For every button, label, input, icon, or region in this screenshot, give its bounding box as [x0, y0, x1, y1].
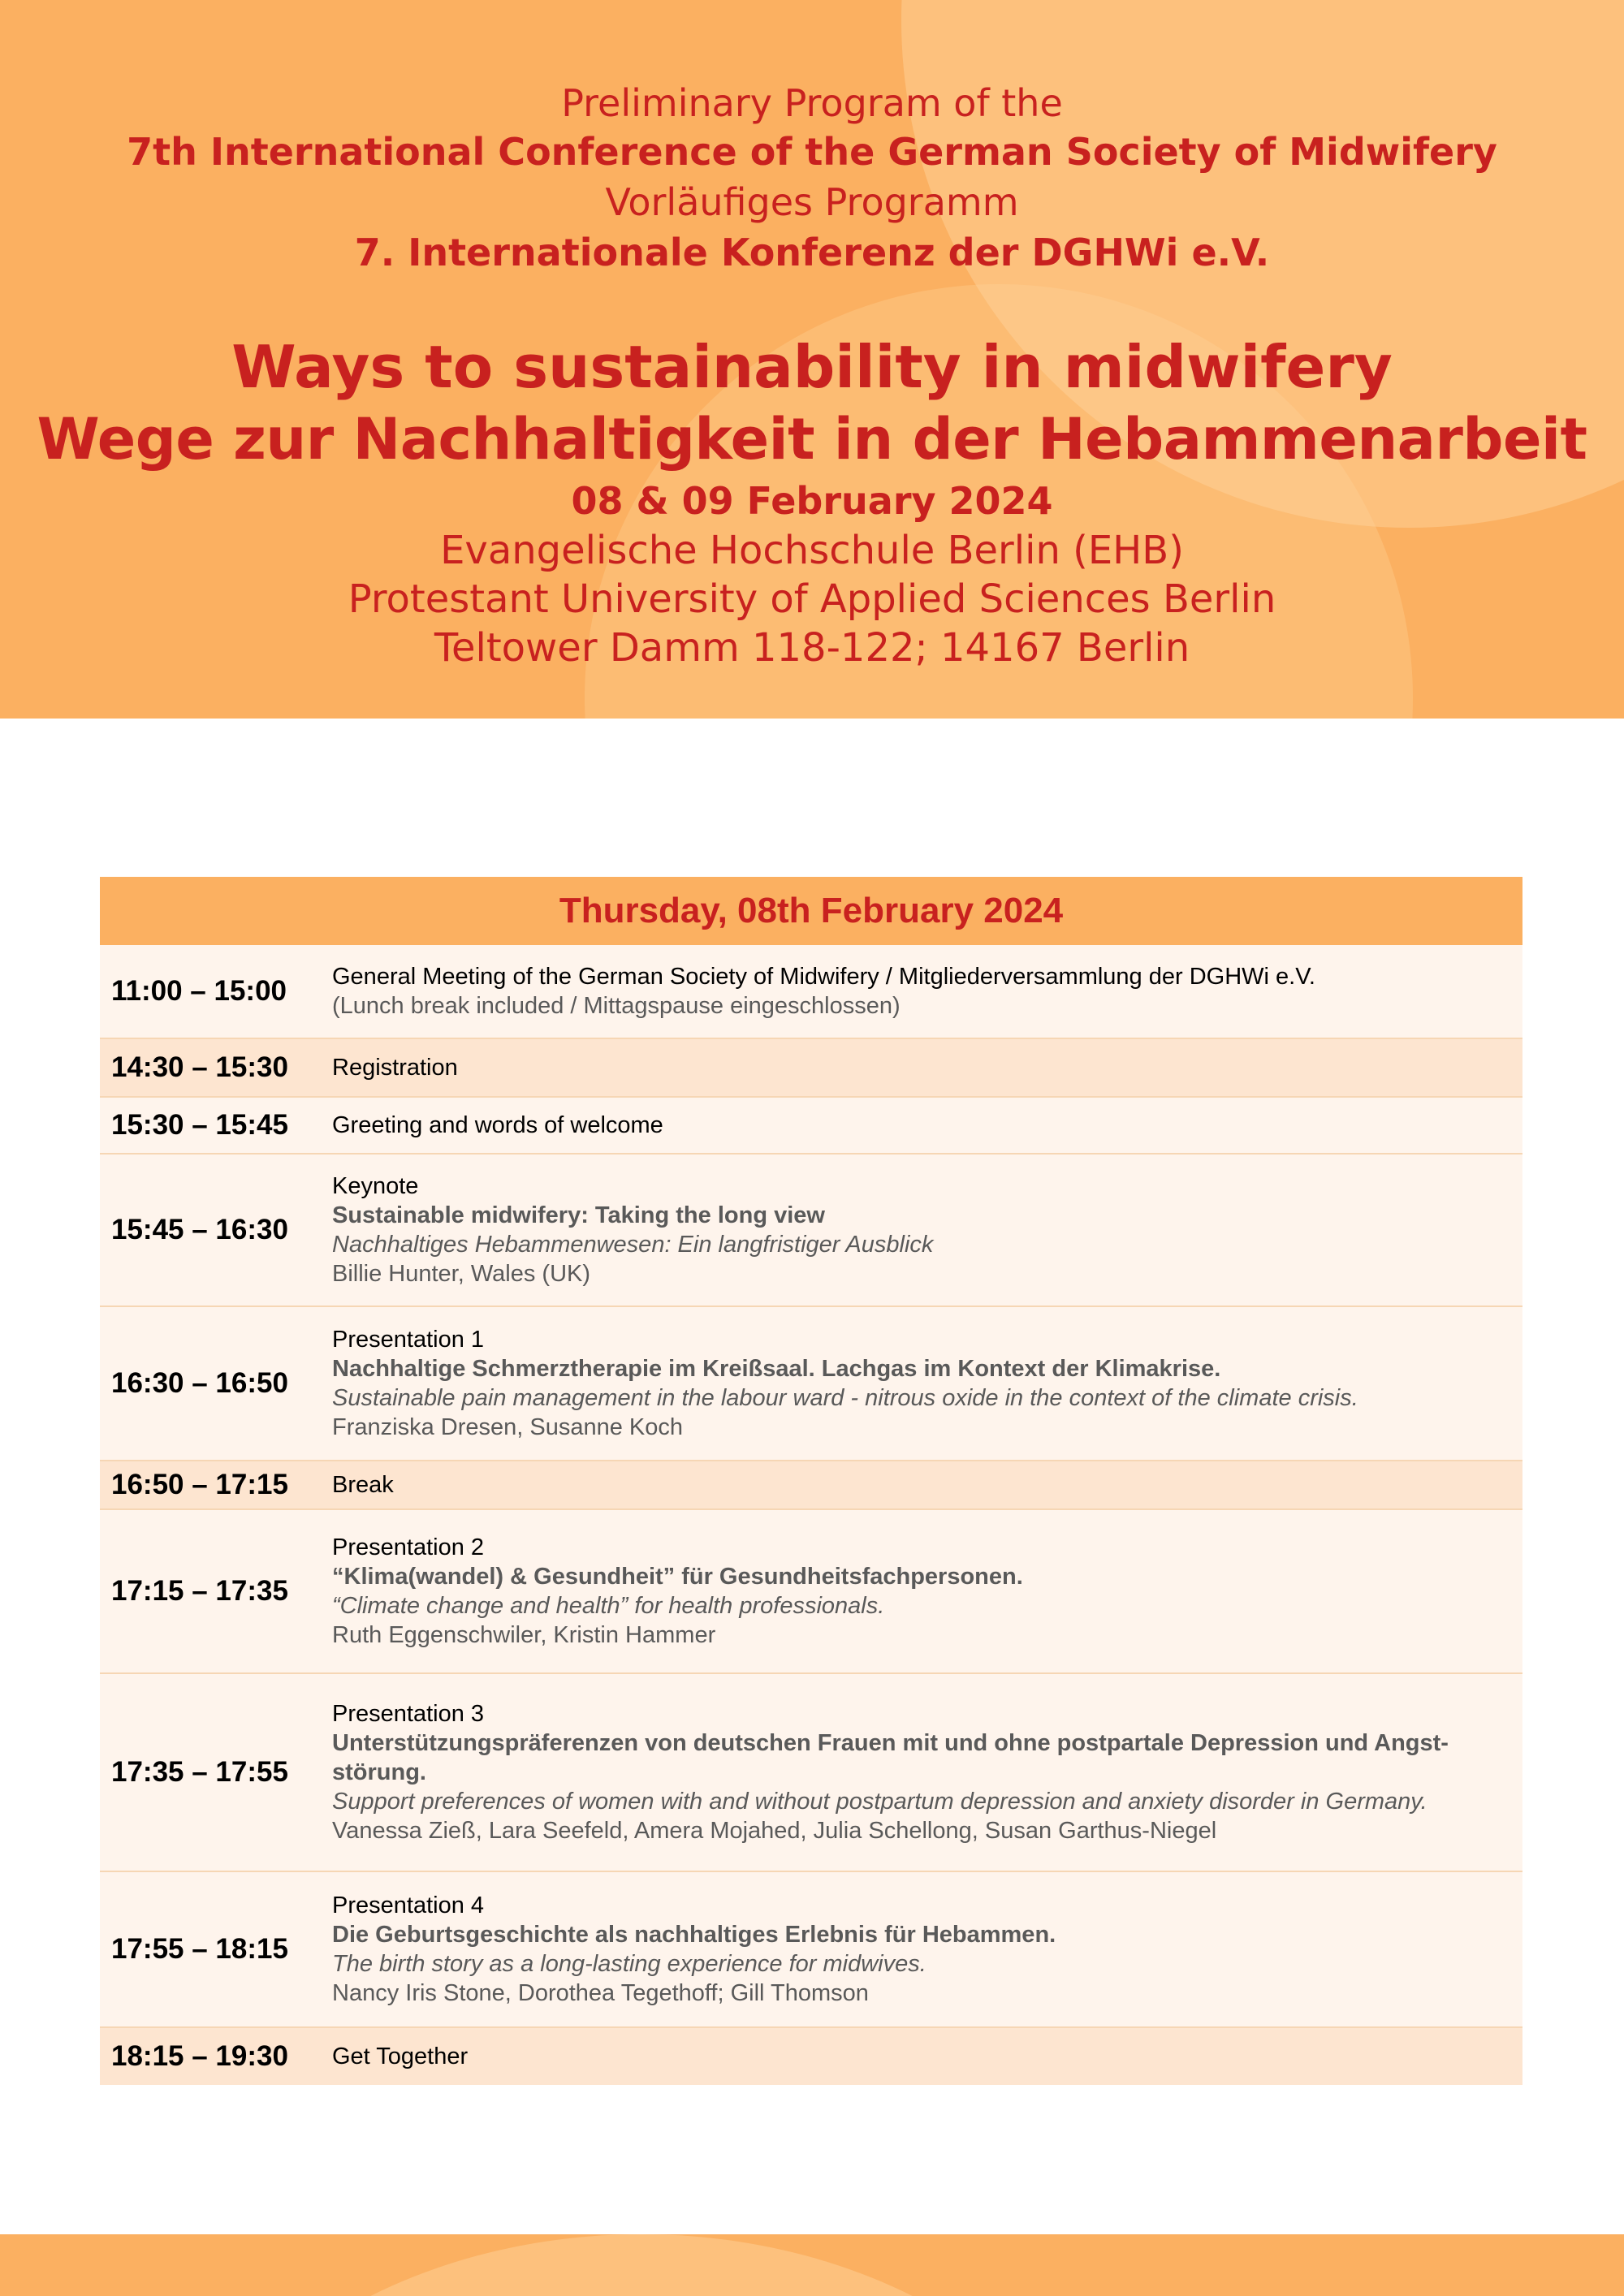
- table-row: [100, 1674, 1522, 1872]
- table-row: [100, 1307, 1522, 1461]
- table-row: [100, 1510, 1522, 1674]
- conference-name-en: 7th International Conference of the German Society of Midwifery: [127, 130, 1497, 174]
- talk-translation: “Climate change and health” for health professionals.: [332, 1593, 885, 1619]
- session-content: [332, 1053, 1522, 1082]
- session-label: Keynote: [332, 1173, 419, 1199]
- time-slot: 15:30 – 15:45: [111, 1109, 288, 1141]
- session-title: Registration: [332, 1055, 458, 1081]
- venue-line-2: Protestant University of Applied Sciences Berlin: [348, 576, 1276, 622]
- venue-line-1: Evangelische Hochschule Berlin (EHB): [440, 528, 1184, 573]
- speakers: Vanessa Zieß, Lara Seefeld, Amera Mojahed, Julia Schellong, Susan Garthus-Niegel: [332, 1818, 1217, 1844]
- table-row: [100, 945, 1522, 1039]
- session-content: [332, 2042, 1522, 2071]
- talk-title: “Klima(wandel) & Gesundheit” für Gesundheitsfachpersonen.: [332, 1564, 1023, 1590]
- table-row: [100, 1872, 1522, 2028]
- table-row: [100, 1461, 1522, 1510]
- table-row: [100, 1154, 1522, 1307]
- time-slot: 14:30 – 15:30: [111, 1051, 288, 1083]
- session-label: Presentation 4: [332, 1892, 485, 1918]
- time-slot: 18:15 – 19:30: [111, 2040, 288, 2072]
- talk-title-line-2: störung.: [332, 1759, 426, 1785]
- session-content: [332, 1172, 1522, 1288]
- session-content: [332, 1325, 1522, 1442]
- session-label: Presentation 2: [332, 1534, 485, 1560]
- session-content: [332, 1470, 1522, 1500]
- preliminary-program-de: Vorläufiges Programm: [605, 180, 1019, 224]
- footer-band: [0, 2234, 1624, 2296]
- session-label: Presentation 3: [332, 1701, 485, 1727]
- day-header: Thursday, 08th February 2024: [100, 877, 1522, 945]
- session-title: Break: [332, 1472, 394, 1498]
- talk-title: Die Geburtsgeschichte als nachhaltiges Erlebnis für Hebammen.: [332, 1922, 1056, 1948]
- talk-translation: Support preferences of women with and without postpartum depression and anxiety disorder in Germany.: [332, 1789, 1427, 1815]
- schedule-table: [100, 877, 1522, 2085]
- time-slot: 16:30 – 16:50: [111, 1367, 288, 1399]
- preliminary-program-en: Preliminary Program of the: [561, 81, 1063, 125]
- session-content: [332, 962, 1522, 1021]
- time-slot: 16:50 – 17:15: [111, 1469, 288, 1500]
- session-content: [332, 1699, 1522, 1845]
- session-content: [332, 1111, 1522, 1140]
- speakers: Ruth Eggenschwiler, Kristin Hammer: [332, 1622, 716, 1648]
- session-content: [332, 1533, 1522, 1650]
- header-banner: [0, 0, 1624, 719]
- time-slot: 17:55 – 18:15: [111, 1933, 288, 1965]
- speakers: Franziska Dresen, Susanne Koch: [332, 1414, 683, 1440]
- time-slot: 11:00 – 15:00: [111, 975, 287, 1007]
- table-row: [100, 1039, 1522, 1098]
- talk-title: Sustainable midwifery: Taking the long view: [332, 1202, 825, 1228]
- decorative-circle: [154, 2234, 1129, 2296]
- speakers: Nancy Iris Stone, Dorothea Tegethoff; Gill Thomson: [332, 1980, 869, 2006]
- time-slot: 17:35 – 17:55: [111, 1756, 288, 1788]
- main-title-en: Ways to sustainability in midwifery: [231, 333, 1393, 401]
- venue-line-3: Teltower Damm 118-122; 14167 Berlin: [434, 625, 1190, 671]
- table-row: [100, 1098, 1522, 1154]
- conference-name-de: 7. Internationale Konferenz der DGHWi e.V.: [354, 231, 1270, 274]
- session-title: Greeting and words of welcome: [332, 1112, 663, 1138]
- session-label: Presentation 1: [332, 1327, 485, 1353]
- talk-title: Nachhaltige Schmerztherapie im Kreißsaal. Lachgas im Kontext der Klimakrise.: [332, 1356, 1221, 1382]
- main-title-de: Wege zur Nachhaltigkeit in der Hebammenarbeit: [37, 406, 1587, 473]
- speakers: Billie Hunter, Wales (UK): [332, 1261, 591, 1287]
- conference-date: 08 & 09 February 2024: [571, 479, 1053, 523]
- table-row: [100, 2028, 1522, 2085]
- session-title: General Meeting of the German Society of Midwifery / Mitgliederversammlung der DGHWi e.V.: [332, 964, 1315, 990]
- session-content: [332, 1891, 1522, 2008]
- session-note: (Lunch break included / Mittagspause eingeschlossen): [332, 993, 901, 1019]
- time-slot: 15:45 – 16:30: [111, 1214, 288, 1245]
- session-title: Get Together: [332, 2044, 469, 2069]
- time-slot: 17:15 – 17:35: [111, 1575, 288, 1607]
- talk-translation: Sustainable pain management in the labour ward - nitrous oxide in the context of the climate crisis.: [332, 1385, 1358, 1411]
- talk-translation: The birth story as a long-lasting experience for midwives.: [332, 1951, 926, 1977]
- talk-title-line-1: Unterstützungspräferenzen von deutschen Frauen mit und ohne postpartale Depression und Angst-: [332, 1730, 1449, 1756]
- talk-translation: Nachhaltiges Hebammenwesen: Ein langfristiger Ausblick: [332, 1232, 934, 1258]
